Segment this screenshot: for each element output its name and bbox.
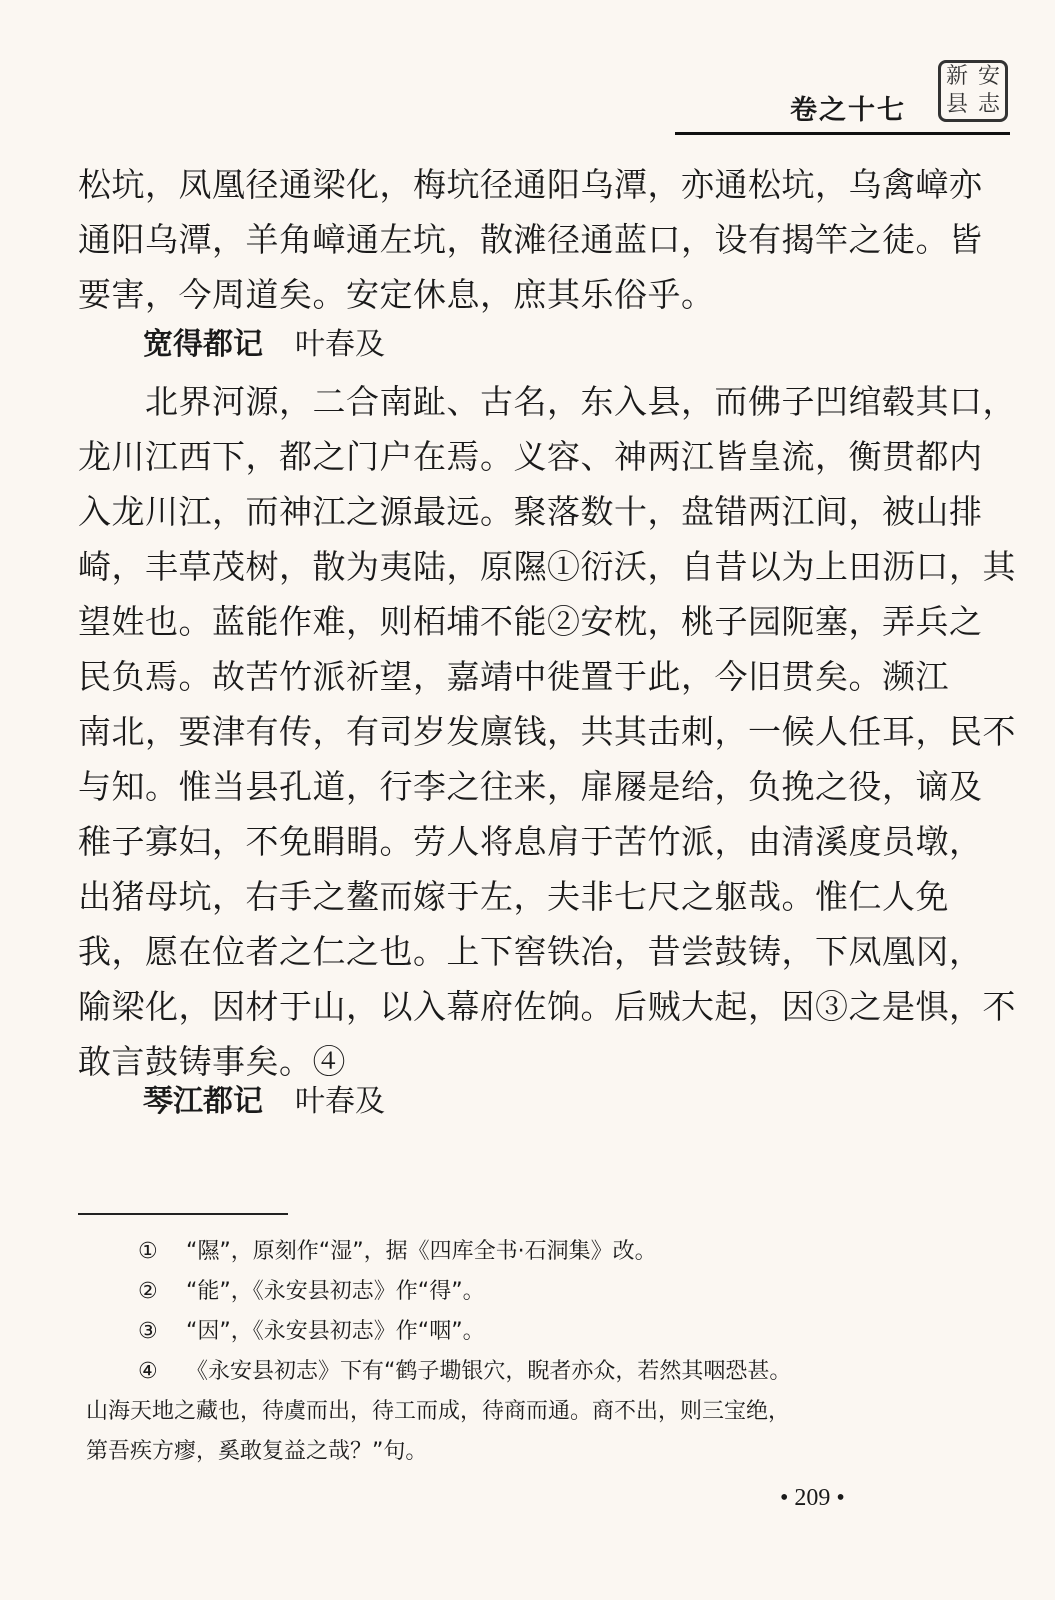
header-rule <box>675 132 1010 135</box>
footnote-marker: ① <box>138 1239 158 1264</box>
footnote-continuation: 山海天地之藏也，待虞而出，待工而成，待商而通。商不出，则三宝绝， <box>86 1399 791 1424</box>
section-title: 琴江都记 <box>143 1084 263 1119</box>
text-line: 龙川江西下，都之门户在焉。义容、神两江皆皇流，衡贯都内 <box>78 437 983 476</box>
text-line: 松坑，凤凰径通梁化，梅坑径通阳乌潭，亦通松坑，乌禽嶂亦 <box>78 165 983 204</box>
footnotes <box>78 1232 948 1472</box>
text-line: 入龙川江，而神江之源最远。聚落数十，盘错两江间，被山排 <box>78 492 983 531</box>
section-heading-2 <box>143 1082 385 1122</box>
text-line: 要害，今周道矣。安定休息，庶其乐俗乎。 <box>78 275 715 314</box>
section-heading-1 <box>143 325 385 365</box>
text-line: 南北，要津有传，有司岁发廪钱，共其击刺，一候人任耳，民不 <box>78 712 1016 751</box>
text-line: 望姓也。蓝能作难，则栢埔不能②安枕，桃子园阨塞，弄兵之 <box>78 602 983 641</box>
footnote-marker: ③ <box>138 1319 158 1344</box>
text-line: 民负焉。故苦竹派祈望，嘉靖中徙置于此，今旧贯矣。濒江 <box>78 657 949 696</box>
section-author: 叶春及 <box>295 1084 385 1119</box>
footnote <box>78 1232 948 1272</box>
footnote <box>78 1272 948 1312</box>
text-line: 与知。惟当县孔道，行李之往来，扉屦是给，负挽之役，谪及 <box>78 767 983 806</box>
body-paragraph-2 <box>78 374 1016 1089</box>
footnote <box>78 1312 948 1352</box>
text-line: 通阳乌潭，羊角嶂通左坑，散滩径通蓝口，设有揭竿之徒。皆 <box>78 220 983 259</box>
footnote-text: 《永安县初志》下有“鹤子墈银穴，睨者亦众，若然其咽恐甚。 <box>186 1359 792 1384</box>
text-line: 我，愿在位者之仁之也。上下窖铁冶，昔尝鼓铸，下凤凰冈， <box>78 932 983 971</box>
text-line: 稚子寡妇，不免睊睊。劳人将息肩于苦竹派，由清溪度员墩， <box>78 822 983 861</box>
text-line: 崎，丰草茂树，散为夷陆，原隰①衍沃，自昔以为上田沥口，其 <box>78 547 1016 586</box>
running-header-title: 卷之十七 <box>790 95 906 126</box>
footnote-marker: ④ <box>138 1359 158 1384</box>
text-line: 出猪母坑，右手之鳌而嫁于左，夫非七尺之躯哉。惟仁人免 <box>78 877 949 916</box>
footnote <box>78 1352 948 1392</box>
text-line: 北界河源，二合南趾、古名，东入县，而佛子凹绾毂其口， <box>78 382 1016 421</box>
footnote-continuation: 第吾疾方瘳，奚敢复益之哉？”句。 <box>86 1439 428 1464</box>
seal-stamp-logo <box>938 60 1008 122</box>
seal-char: 志 <box>977 92 1000 117</box>
body-paragraph-1 <box>78 157 983 322</box>
footnote-rule <box>78 1213 288 1215</box>
footnote-text: “隰”，原刻作“湿”，据《四库全书·石洞集》改。 <box>186 1239 657 1264</box>
text-line: 隃梁化，因材于山，以入幕府佐饷。后贼大起，因③之是惧，不 <box>78 987 1016 1026</box>
seal-char: 新 <box>945 64 968 89</box>
footnote-text: “能”，《永安县初志》作“得”。 <box>186 1279 485 1304</box>
page-number: • 209 • <box>780 1485 845 1511</box>
seal-char: 县 <box>945 92 968 117</box>
text-line: 敢言鼓铸事矣。④ <box>78 1042 346 1081</box>
footnote-text: “因”，《永安县初志》作“咽”。 <box>186 1319 485 1344</box>
section-author: 叶春及 <box>295 327 385 362</box>
footnote-marker: ② <box>138 1279 158 1304</box>
section-title: 宽得都记 <box>143 327 263 362</box>
seal-char: 安 <box>977 64 1000 89</box>
